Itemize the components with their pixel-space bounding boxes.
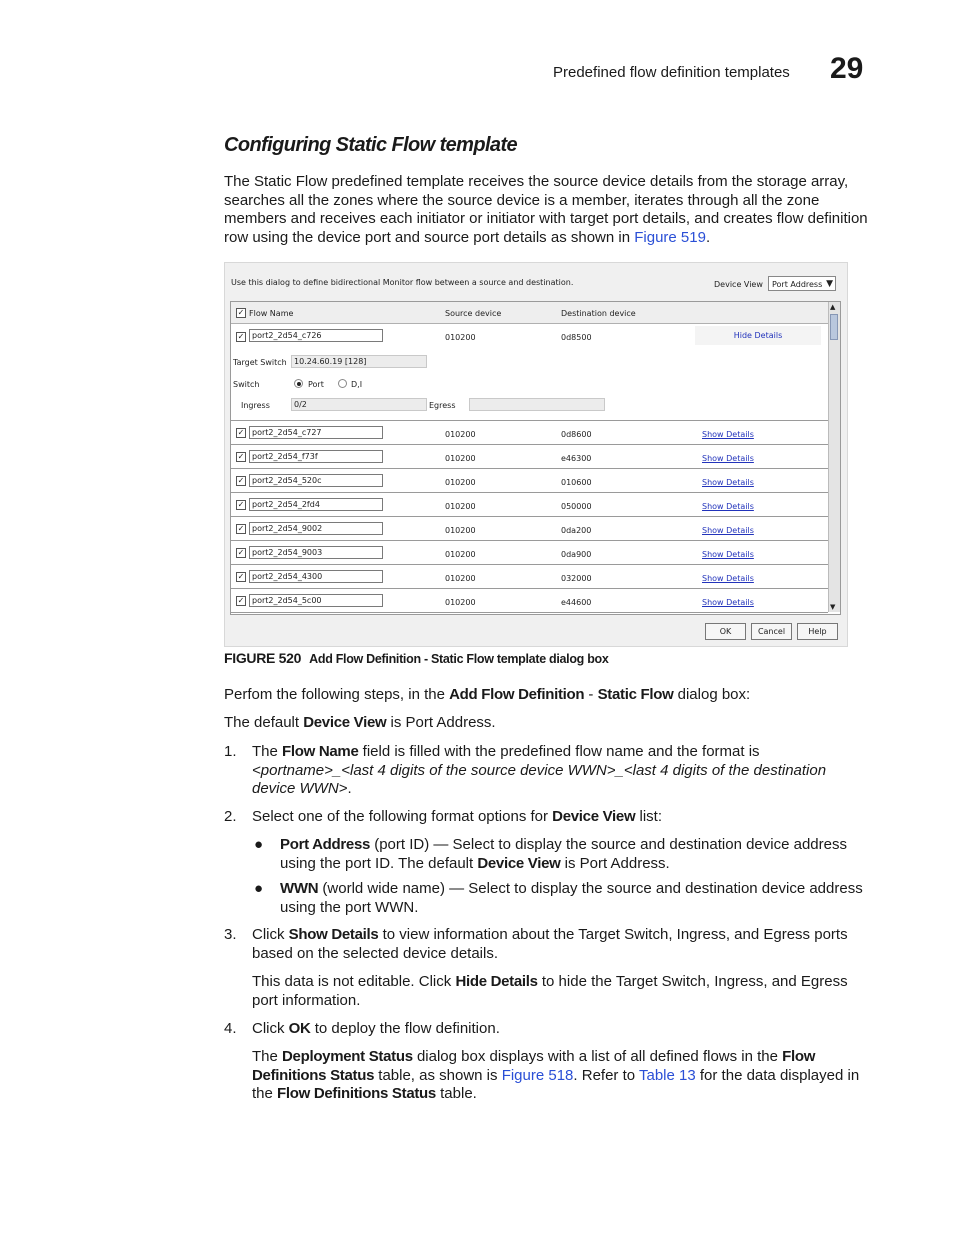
show-details-link[interactable]: Show Details (702, 478, 754, 487)
port-radio-label: Port (308, 380, 324, 389)
col-flow-name: Flow Name (249, 309, 294, 318)
destination-device-cell: 050000 (561, 502, 592, 511)
destination-device-cell: 0da900 (561, 550, 592, 559)
step-4-text: Click OK to deploy the flow definition. (252, 1020, 500, 1037)
row-checkbox[interactable]: ✓ (237, 476, 245, 485)
figure-518-link[interactable]: Figure 518 (501, 1066, 574, 1084)
chapter-number: 29 (830, 52, 864, 85)
show-details-link[interactable]: Show Details (702, 454, 754, 463)
flow-name-input[interactable]: port2_2d54_2fd4 (249, 498, 383, 511)
source-device-cell: 010200 (445, 574, 476, 583)
scroll-down-icon[interactable]: ▼ (830, 603, 836, 611)
table-row (231, 493, 828, 517)
flow-name-input[interactable]: port2_2d54_9002 (249, 522, 383, 535)
row-checkbox[interactable]: ✓ (237, 524, 245, 533)
table-header (231, 302, 828, 324)
scroll-thumb[interactable] (830, 314, 838, 340)
destination-device-cell: 032000 (561, 574, 592, 583)
table-row (231, 589, 828, 613)
destination-device-cell: e46300 (561, 454, 592, 463)
row-checkbox[interactable]: ✓ (237, 572, 245, 581)
destination-device-cell: 0d8500 (561, 333, 592, 342)
figure-caption: FIGURE 520 Add Flow Definition - Static Flow template dialog box (224, 650, 609, 666)
switch-label: Switch (233, 380, 260, 389)
flow-name-input[interactable]: port2_2d54_5c00 (249, 594, 383, 607)
source-device-cell: 010200 (445, 454, 476, 463)
source-device-cell: 010200 (445, 478, 476, 487)
ok-button[interactable]: OK (705, 623, 746, 640)
section-title: Configuring Static Flow template (224, 134, 518, 156)
table-13-link[interactable]: Table 13 (639, 1066, 696, 1084)
destination-device-cell: 0da200 (561, 526, 592, 535)
table-row-expanded (231, 324, 828, 421)
table-row (231, 445, 828, 469)
show-details-link[interactable]: Show Details (702, 430, 754, 439)
default-view-paragraph: The default Device View is Port Address. (224, 714, 496, 731)
flow-table (230, 301, 841, 615)
port-radio[interactable] (294, 379, 303, 388)
table-row (231, 517, 828, 541)
device-view-value: Port Address (772, 280, 823, 289)
bullet-icon: ● (254, 836, 264, 853)
row-checkbox[interactable]: ✓ (237, 428, 245, 437)
vertical-scrollbar[interactable] (828, 302, 840, 612)
row-checkbox[interactable]: ✓ (237, 332, 245, 341)
cancel-button[interactable]: Cancel (751, 623, 792, 640)
show-details-link[interactable]: Show Details (702, 526, 754, 535)
step-3-number: 3. (224, 926, 237, 943)
show-details-link[interactable]: Show Details (702, 574, 754, 583)
running-header: Predefined flow definition templates (553, 64, 790, 81)
step-2-number: 2. (224, 808, 237, 825)
step-2-text: Select one of the following format options for Device View list: (252, 808, 662, 825)
show-details-link[interactable]: Show Details (702, 550, 754, 559)
table-row (231, 565, 828, 589)
add-flow-definition-dialog (224, 262, 848, 647)
row-checkbox[interactable]: ✓ (237, 548, 245, 557)
bullet-port-address: Port Address (port ID) — Select to display the source and destination device address using the port ID. The default Device View is Port Address. (280, 836, 847, 872)
source-device-cell: 010200 (445, 598, 476, 607)
source-device-cell: 010200 (445, 502, 476, 511)
show-details-link[interactable]: Show Details (702, 502, 754, 511)
flow-name-input[interactable]: port2_2d54_4300 (249, 570, 383, 583)
intro-paragraph: The Static Flow predefined template receives the source device details from the storage array, searches all the zones where the source device is a member, iterates through all the zone members and receives each initiator or initiator with target port details, and creates flow definition row using the device port and source port details as shown in Figure 519. (224, 173, 868, 247)
steps-intro: Perfom the following steps, in the Add Flow Definition - Static Flow dialog box: (224, 686, 751, 703)
source-device-cell: 010200 (445, 430, 476, 439)
table-row (231, 541, 828, 565)
step-4-note: The Deployment Status dialog box displays with a list of all defined flows in the Flow Definitions Status table, as shown is Figure 518. Refer to Table 13 for the data displayed in the Flow Definitions Status table. (252, 1048, 860, 1103)
destination-device-cell: 0d8600 (561, 430, 592, 439)
flow-name-input[interactable]: port2_2d54_9003 (249, 546, 383, 559)
destination-device-cell: 010600 (561, 478, 592, 487)
help-button[interactable]: Help (797, 623, 838, 640)
destination-device-cell: e44600 (561, 598, 592, 607)
col-destination-device: Destination device (561, 309, 636, 318)
chevron-down-icon: ▼ (826, 279, 833, 289)
step-1-text: The Flow Name field is filled with the predefined flow name and the format is <portname>_<last 4 digits of the source device WWN>_<last 4 digits of the destination device WWN>. (252, 743, 827, 798)
show-details-link[interactable]: Show Details (702, 598, 754, 607)
flow-name-input[interactable]: port2_2d54_c727 (249, 426, 383, 439)
table-row (231, 421, 828, 445)
step-3-text: Click Show Details to view information about the Target Switch, Ingress, and Egress ports based on the selected device details. (252, 926, 848, 962)
dialog-instruction: Use this dialog to define bidirectional Monitor flow between a source and destination. (231, 278, 574, 287)
flow-name-input[interactable]: port2_2d54_f73f (249, 450, 383, 463)
device-view-label: Device View (714, 280, 763, 289)
flow-name-input[interactable]: port2_2d54_520c (249, 474, 383, 487)
device-view-select[interactable] (768, 276, 836, 291)
figure-519-link[interactable]: Figure 519 (634, 229, 706, 247)
scroll-up-icon[interactable]: ▲ (830, 303, 836, 311)
egress-field (469, 398, 605, 411)
row-checkbox[interactable]: ✓ (237, 452, 245, 461)
bullet-icon: ● (254, 880, 264, 897)
egress-label: Egress (429, 401, 456, 410)
dj-radio-label: D,I (351, 380, 363, 389)
step-1-number: 1. (224, 743, 237, 760)
select-all-checkbox[interactable]: ✓ (237, 308, 245, 317)
target-switch-field: 10.24.60.19 [128] (291, 355, 427, 368)
ingress-label: Ingress (241, 401, 270, 410)
hide-details-button[interactable]: Hide Details (695, 326, 821, 345)
ingress-field: 0/2 (291, 398, 427, 411)
source-device-cell: 010200 (445, 526, 476, 535)
col-source-device: Source device (445, 309, 502, 318)
bullet-wwn: WWN (world wide name) — Select to display the source and destination device address using the port WWN. (280, 880, 863, 916)
source-device-cell: 010200 (445, 550, 476, 559)
table-row (231, 469, 828, 493)
step-3-note: This data is not editable. Click Hide Details to hide the Target Switch, Ingress, and Egress port information. (252, 973, 848, 1009)
step-4-number: 4. (224, 1020, 237, 1037)
target-switch-label: Target Switch (233, 358, 287, 367)
row-checkbox[interactable]: ✓ (237, 596, 245, 605)
flow-name-input[interactable]: port2_2d54_c726 (249, 329, 383, 342)
row-checkbox[interactable]: ✓ (237, 500, 245, 509)
dj-radio[interactable] (338, 379, 347, 388)
source-device-cell: 010200 (445, 333, 476, 342)
